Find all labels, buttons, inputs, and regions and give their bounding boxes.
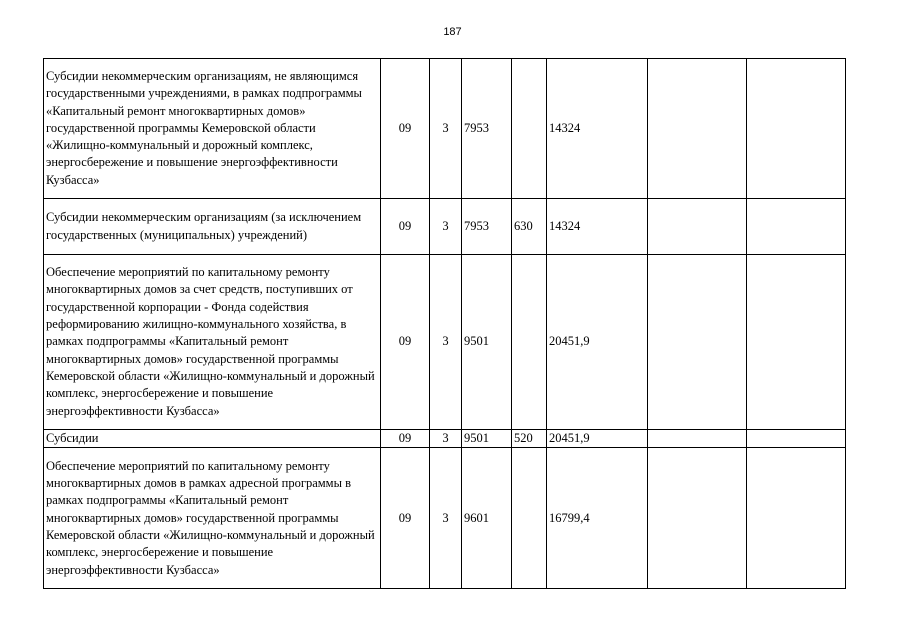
empty-cell [747, 59, 846, 199]
sum-cell: 20451,9 [547, 430, 648, 448]
podrazdel-cell: 3 [430, 448, 462, 589]
razdel-cell: 09 [381, 59, 430, 199]
expense-type-cell [512, 255, 547, 430]
row-description: Обеспечение мероприятий по капитальному ремонту многоквартирных домов в рамках адресной программы в рамках подпрограммы «Капитальный ремонт многоквартирных домов» государственной программы Кемеровской области «Жилищно-коммунальный и дорожный комплекс, энергосбережение и повышение энергоэффективности Кузбасса» [44, 448, 381, 589]
razdel-cell: 09 [381, 430, 430, 448]
page-number: 187 [443, 26, 462, 38]
target-article-cell: 9501 [462, 255, 512, 430]
empty-cell [747, 430, 846, 448]
expense-type-cell [512, 59, 547, 199]
razdel-cell: 09 [381, 199, 430, 255]
table-row [44, 59, 846, 199]
target-article-cell: 7953 [462, 59, 512, 199]
podrazdel-cell: 3 [430, 199, 462, 255]
razdel-cell: 09 [381, 255, 430, 430]
podrazdel-cell: 3 [430, 430, 462, 448]
empty-cell [747, 199, 846, 255]
sum-cell: 14324 [547, 199, 648, 255]
sum-cell: 16799,4 [547, 448, 648, 589]
row-description: Субсидии некоммерческим организациям (за исключением государственных (муниципальных) учреждений) [44, 199, 381, 255]
razdel-cell: 09 [381, 448, 430, 589]
empty-cell [648, 59, 747, 199]
table-row [44, 199, 846, 255]
empty-cell [648, 430, 747, 448]
empty-cell [747, 255, 846, 430]
target-article-cell: 9501 [462, 430, 512, 448]
sum-cell: 20451,9 [547, 255, 648, 430]
row-description: Субсидии некоммерческим организациям, не являющимся государственными учреждениями, в рамках подпрограммы «Капитальный ремонт многоквартирных домов» государственной программы Кемеровской области «Жилищно-коммунальный и дорожный комплекс, энергосбережение и повышение энергоэффективности Кузбасса» [44, 59, 381, 199]
target-article-cell: 9601 [462, 448, 512, 589]
podrazdel-cell: 3 [430, 255, 462, 430]
empty-cell [648, 448, 747, 589]
sum-cell: 14324 [547, 59, 648, 199]
budget-table [43, 58, 846, 589]
podrazdel-cell: 3 [430, 59, 462, 199]
table-row [44, 255, 846, 430]
empty-cell [648, 255, 747, 430]
empty-cell [648, 199, 747, 255]
expense-type-cell: 630 [512, 199, 547, 255]
row-description: Субсидии [44, 430, 381, 448]
expense-type-cell [512, 448, 547, 589]
target-article-cell: 7953 [462, 199, 512, 255]
table-row [44, 448, 846, 589]
empty-cell [747, 448, 846, 589]
expense-type-cell: 520 [512, 430, 547, 448]
table-row [44, 430, 846, 448]
row-description: Обеспечение мероприятий по капитальному ремонту многоквартирных домов за счет средств, поступивших от государственной корпорации - Фонда содействия реформированию жилищно-коммунального хозяйства, в рамках подпрограммы «Капитальный ремонт многоквартирных домов» государственной программы Кемеровской области «Жилищно-коммунальный и дорожный комплекс, энергосбережение и повышение энергоэффективности Кузбасса» [44, 255, 381, 430]
